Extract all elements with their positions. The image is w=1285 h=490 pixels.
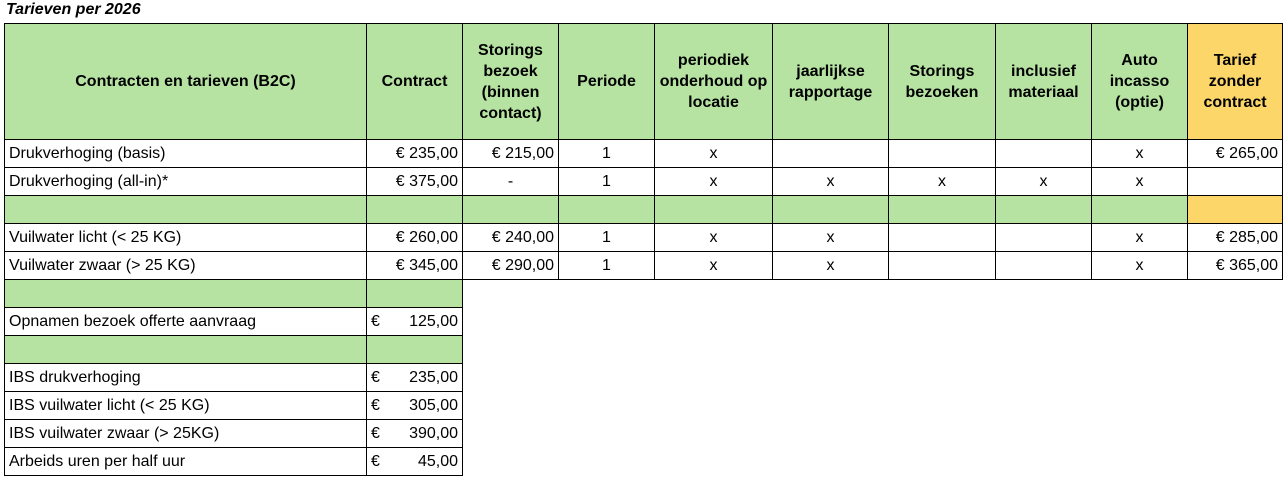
empty-area <box>463 420 1283 448</box>
amount: 45,00 <box>417 452 458 470</box>
table-row <box>5 168 1283 196</box>
cell-incasso[interactable]: x <box>1092 168 1188 196</box>
header-contracten[interactable]: Contracten en tarieven (B2C) <box>5 24 367 140</box>
cell-incasso[interactable]: x <box>1092 224 1188 252</box>
cell-contract[interactable]: € 235,00 <box>367 140 463 168</box>
table-row <box>5 140 1283 168</box>
separator-cell[interactable] <box>1092 196 1188 224</box>
table-row <box>5 224 1283 252</box>
cell-name[interactable]: Drukverhoging (all-in)* <box>5 168 367 196</box>
cell-materiaal[interactable]: x <box>996 168 1092 196</box>
amount: 125,00 <box>409 312 458 330</box>
cell-storings-bezoeken[interactable] <box>889 140 996 168</box>
cell-name[interactable]: IBS vuilwater zwaar (> 25KG) <box>5 420 367 448</box>
separator-cell[interactable] <box>559 196 655 224</box>
cell-storings-bezoeken[interactable] <box>889 252 996 280</box>
header-onderhoud[interactable]: periodiek onderhoud op locatie <box>655 24 773 140</box>
table-row-ibs <box>5 448 1283 476</box>
cell-periode[interactable]: 1 <box>559 224 655 252</box>
cell-name[interactable]: Vuilwater licht (< 25 KG) <box>5 224 367 252</box>
cell-tarief-zonder[interactable]: € 265,00 <box>1188 140 1283 168</box>
currency-symbol: € <box>371 452 380 470</box>
separator-cell[interactable] <box>463 196 559 224</box>
separator-cell[interactable] <box>367 280 463 308</box>
empty-area <box>463 392 1283 420</box>
cell-tarief-zonder[interactable] <box>1188 168 1283 196</box>
empty-area <box>463 308 1283 336</box>
cell-rapportage[interactable]: x <box>773 224 889 252</box>
cell-contract[interactable]: € 375,00 <box>367 168 463 196</box>
table-row-ibs <box>5 364 1283 392</box>
separator-row <box>5 196 1283 224</box>
cell-name[interactable]: Arbeids uren per half uur <box>5 448 367 476</box>
cell-name[interactable]: Opnamen bezoek offerte aanvraag <box>5 308 367 336</box>
cell-storings-bezoek[interactable]: € 215,00 <box>463 140 559 168</box>
separator-row <box>5 336 1283 364</box>
cell-tarief-zonder[interactable]: € 285,00 <box>1188 224 1283 252</box>
separator-cell[interactable] <box>889 196 996 224</box>
cell-tarief-zonder[interactable]: € 365,00 <box>1188 252 1283 280</box>
amount: 305,00 <box>409 396 458 414</box>
header-incasso[interactable]: Auto incasso (optie) <box>1092 24 1188 140</box>
tariff-table <box>4 23 1283 476</box>
table-row <box>5 252 1283 280</box>
currency-symbol: € <box>371 312 380 330</box>
cell-name[interactable]: IBS drukverhoging <box>5 364 367 392</box>
separator-cell[interactable] <box>5 280 367 308</box>
empty-area <box>463 448 1283 476</box>
cell-name[interactable]: IBS vuilwater licht (< 25 KG) <box>5 392 367 420</box>
separator-cell[interactable] <box>655 196 773 224</box>
empty-area <box>463 336 1283 364</box>
separator-cell[interactable] <box>5 196 367 224</box>
cell-incasso[interactable]: x <box>1092 140 1188 168</box>
separator-cell[interactable] <box>1188 196 1283 224</box>
cell-contract[interactable]: € 260,00 <box>367 224 463 252</box>
cell-materiaal[interactable] <box>996 140 1092 168</box>
currency-symbol: € <box>371 396 380 414</box>
cell-storings-bezoeken[interactable] <box>889 224 996 252</box>
empty-area <box>463 280 1283 308</box>
cell-incasso[interactable]: x <box>1092 252 1188 280</box>
separator-cell[interactable] <box>5 336 367 364</box>
amount: 390,00 <box>409 424 458 442</box>
table-row-opnamen <box>5 308 1283 336</box>
header-tarief-zonder-contract[interactable]: Tarief zonder contract <box>1188 24 1283 140</box>
cell-storings-bezoek[interactable]: - <box>463 168 559 196</box>
header-periode[interactable]: Periode <box>559 24 655 140</box>
header-materiaal[interactable]: inclusief materiaal <box>996 24 1092 140</box>
cell-onderhoud[interactable]: x <box>655 224 773 252</box>
separator-cell[interactable] <box>773 196 889 224</box>
cell-storings-bezoeken[interactable]: x <box>889 168 996 196</box>
amount: 235,00 <box>409 368 458 386</box>
cell-contract[interactable]: € 345,00 <box>367 252 463 280</box>
cell-rapportage[interactable]: x <box>773 168 889 196</box>
currency-symbol: € <box>371 424 380 442</box>
empty-area <box>463 364 1283 392</box>
cell-rapportage[interactable] <box>773 140 889 168</box>
cell-periode[interactable]: 1 <box>559 140 655 168</box>
table-row-ibs <box>5 392 1283 420</box>
cell-price[interactable] <box>367 392 463 420</box>
header-storings-bezoek[interactable]: Storings bezoek (binnen contact) <box>463 24 559 140</box>
cell-onderhoud[interactable]: x <box>655 168 773 196</box>
cell-onderhoud[interactable]: x <box>655 140 773 168</box>
cell-storings-bezoek[interactable]: € 240,00 <box>463 224 559 252</box>
cell-materiaal[interactable] <box>996 224 1092 252</box>
cell-name[interactable]: Vuilwater zwaar (> 25 KG) <box>5 252 367 280</box>
table-row-ibs <box>5 420 1283 448</box>
header-contract[interactable]: Contract <box>367 24 463 140</box>
cell-price[interactable] <box>367 448 463 476</box>
sheet-title: Tarieven per 2026 <box>6 1 141 18</box>
separator-cell[interactable] <box>367 196 463 224</box>
header-rapportage[interactable]: jaarlijkse rapportage <box>773 24 889 140</box>
separator-cell[interactable] <box>996 196 1092 224</box>
cell-materiaal[interactable] <box>996 252 1092 280</box>
cell-price[interactable] <box>367 364 463 392</box>
cell-storings-bezoek[interactable]: € 290,00 <box>463 252 559 280</box>
cell-periode[interactable]: 1 <box>559 168 655 196</box>
cell-rapportage[interactable]: x <box>773 252 889 280</box>
cell-price[interactable] <box>367 308 463 336</box>
header-row <box>5 24 1283 140</box>
currency-symbol: € <box>371 368 380 386</box>
cell-onderhoud[interactable]: x <box>655 252 773 280</box>
separator-cell[interactable] <box>367 336 463 364</box>
cell-name[interactable]: Drukverhoging (basis) <box>5 140 367 168</box>
separator-row <box>5 280 1283 308</box>
header-storings-bezoeken[interactable]: Storings bezoeken <box>889 24 996 140</box>
cell-periode[interactable]: 1 <box>559 252 655 280</box>
cell-price[interactable] <box>367 420 463 448</box>
